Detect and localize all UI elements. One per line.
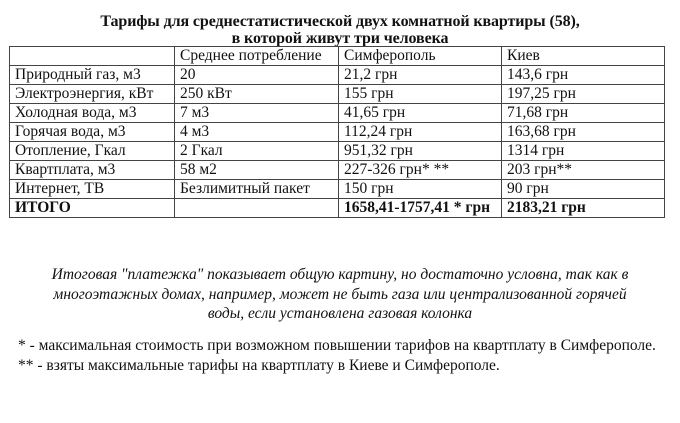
cell-simferopol: 155 грн	[339, 85, 502, 104]
footnote-one-star: * - максимальная стоимость при возможном повышении тарифов на квартплату в Симферополе.	[18, 337, 656, 354]
table-total-row	[10, 199, 665, 218]
cell-kiev: 203 грн**	[502, 161, 665, 180]
cell-item: Интернет, ТВ	[10, 180, 175, 199]
cell-kiev: 90 грн	[502, 180, 665, 199]
cell-simferopol: 41,65 грн	[339, 104, 502, 123]
header-simferopol: Симферополь	[339, 47, 502, 66]
total-label: ИТОГО	[10, 199, 175, 218]
table-row	[10, 85, 665, 104]
cell-consumption: 20	[175, 66, 339, 85]
table-header-row	[10, 47, 665, 66]
cell-simferopol: 112,24 грн	[339, 123, 502, 142]
cell-item: Холодная вода, м3	[10, 104, 175, 123]
title-line-2: в которой живут три человека	[231, 30, 449, 47]
note-line-3: воды, если установлена газовая колонка	[207, 305, 473, 322]
cell-kiev: 163,68 грн	[502, 123, 665, 142]
table-row	[10, 104, 665, 123]
cell-kiev: 197,25 грн	[502, 85, 665, 104]
cell-consumption: 2 Гкал	[175, 142, 339, 161]
cell-simferopol: 951,32 грн	[339, 142, 502, 161]
cell-simferopol: 227-326 грн* **	[339, 161, 502, 180]
cell-simferopol: 150 грн	[339, 180, 502, 199]
cell-consumption: Безлимитный пакет	[175, 180, 339, 199]
cell-item: Отопление, Гкал	[10, 142, 175, 161]
page-title	[0, 13, 680, 47]
cell-kiev: 71,68 грн	[502, 104, 665, 123]
total-kiev: 2183,21 грн	[502, 199, 665, 218]
title-line-1: Тарифы для среднестатистической двух комнатной квартиры (58),	[100, 13, 580, 30]
note-line-2: многоэтажных домах, например, может не быть газа или централизованной горячей	[53, 285, 627, 303]
total-consumption	[175, 199, 339, 218]
note-line-1: Итоговая "платежка" показывает общую картину, но достаточно условна, так как в	[51, 266, 629, 283]
cell-simferopol: 21,2 грн	[339, 66, 502, 85]
cell-consumption: 58 м2	[175, 161, 339, 180]
header-consumption: Среднее потребление	[175, 47, 339, 66]
table-row	[10, 142, 665, 161]
header-kiev: Киев	[502, 47, 665, 66]
table-row	[10, 66, 665, 85]
cell-consumption: 250 кВт	[175, 85, 339, 104]
cell-consumption: 7 м3	[175, 104, 339, 123]
table-row	[10, 123, 665, 142]
italic-note	[0, 265, 680, 324]
cell-item: Горячая вода, м3	[10, 123, 175, 142]
cell-consumption: 4 м3	[175, 123, 339, 142]
table-row	[10, 180, 665, 199]
cell-kiev: 1314 грн	[502, 142, 665, 161]
table-row	[10, 161, 665, 180]
total-simferopol: 1658,41-1757,41 * грн	[339, 199, 502, 218]
cell-item: Квартплата, м3	[10, 161, 175, 180]
footnotes	[18, 336, 668, 375]
tariff-table	[9, 46, 665, 218]
cell-kiev: 143,6 грн	[502, 66, 665, 85]
cell-item: Электроэнергия, кВт	[10, 85, 175, 104]
footnote-two-star: ** - взяты максимальные тарифы на квартплату в Киеве и Симферополе.	[18, 356, 500, 374]
header-item	[10, 47, 175, 66]
cell-item: Природный газ, м3	[10, 66, 175, 85]
